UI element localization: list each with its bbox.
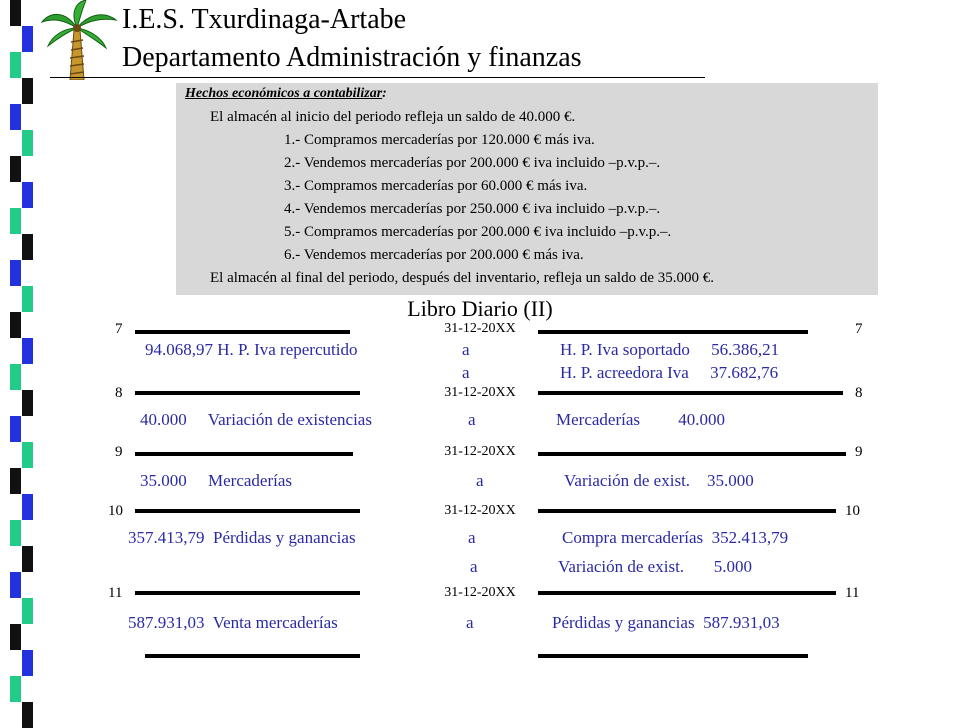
- entry-separator: [135, 509, 360, 513]
- stripe-block: [10, 52, 21, 78]
- stripe-block: [10, 0, 21, 26]
- economic-facts-box: [176, 83, 878, 295]
- stripe-block: [22, 130, 33, 156]
- entry-date: 31-12-20XX: [444, 321, 516, 336]
- entry-date: 31-12-20XX: [444, 385, 516, 400]
- stripe-block: [10, 468, 21, 494]
- entry-date: 31-12-20XX: [444, 585, 516, 600]
- stripe-block: [10, 520, 21, 546]
- entry-date: 31-12-20XX: [444, 503, 516, 518]
- a-connector: a: [462, 340, 470, 359]
- entry-separator: [135, 452, 353, 456]
- stripe-block: [10, 624, 21, 650]
- fact-item: 3.- Compramos mercaderías por 60.000 € más iva.: [284, 178, 588, 194]
- stripe-block: [10, 208, 21, 234]
- credit-line: Variación de exist. 35.000: [564, 471, 754, 490]
- credit-line: Pérdidas y ganancias 587.931,03: [552, 613, 780, 632]
- debit-line: 587.931,03 Venta mercaderías: [128, 613, 338, 632]
- decorative-stripe: [0, 0, 40, 720]
- fact-item: 4.- Vendemos mercaderías por 250.000 € iva incluido –p.v.p.–.: [284, 201, 661, 217]
- entry-separator: [538, 330, 808, 334]
- entry-number-left: 10: [108, 503, 123, 519]
- a-connector: a: [468, 528, 476, 547]
- credit-line: Variación de exist. 5.000: [558, 557, 753, 576]
- a-connector: a: [476, 471, 484, 490]
- entry-number-left: 11: [108, 585, 123, 601]
- debit-line: 40.000 Variación de existencias: [140, 410, 372, 429]
- school-name: I.E.S. Txurdinaga-Artabe: [122, 4, 407, 35]
- entry-number-left: 7: [115, 321, 123, 337]
- stripe-block: [22, 234, 33, 260]
- a-connector: a: [470, 557, 478, 576]
- entry-separator: [135, 391, 360, 395]
- entry-number-left: 9: [115, 444, 123, 460]
- entry-separator: [538, 509, 836, 513]
- credit-line: H. P. acreedora Iva 37.682,76: [560, 363, 779, 382]
- header-divider: [50, 77, 705, 78]
- facts-closing: El almacén al final del periodo, después del inventario, refleja un saldo de 35.000 €.: [210, 270, 715, 286]
- entry-number-right: 8: [855, 385, 863, 401]
- credit-line: Mercaderías 40.000: [556, 410, 726, 429]
- facts-title: Hechos económicos a contabilizar:: [185, 86, 387, 101]
- palm-tree-logo: [40, 0, 120, 80]
- stripe-block: [22, 546, 33, 572]
- stripe-block: [22, 26, 33, 52]
- entry-separator: [145, 654, 360, 658]
- a-connector: a: [462, 363, 470, 382]
- stripe-block: [10, 156, 21, 182]
- entry-separator: [135, 330, 350, 334]
- stripe-block: [22, 598, 33, 624]
- fact-item: 5.- Compramos mercaderías por 200.000 € iva incluido –p.v.p.–.: [284, 224, 672, 240]
- entry-number-right: 11: [845, 585, 860, 601]
- entry-date: 31-12-20XX: [444, 444, 516, 459]
- stripe-block: [10, 416, 21, 442]
- entry-number-right: 10: [845, 503, 860, 519]
- stripe-block: [22, 338, 33, 364]
- stripe-block: [22, 78, 33, 104]
- a-connector: a: [466, 613, 474, 632]
- entry-number-right: 9: [855, 444, 863, 460]
- debit-line: 357.413,79 Pérdidas y ganancias: [128, 528, 356, 547]
- stripe-block: [10, 104, 21, 130]
- entry-separator: [538, 654, 808, 658]
- stripe-block: [22, 182, 33, 208]
- credit-line: Compra mercaderías 352.413,79: [562, 528, 789, 547]
- department-name: Departamento Administración y finanzas: [122, 42, 582, 73]
- fact-item: 6.- Vendemos mercaderías por 200.000 € más iva.: [284, 247, 584, 263]
- stripe-block: [10, 676, 21, 702]
- credit-line: H. P. Iva soportado 56.386,21: [560, 340, 780, 359]
- debit-line: 94.068,97 H. P. Iva repercutido: [145, 340, 358, 359]
- stripe-block: [22, 650, 33, 676]
- debit-line: 35.000 Mercaderías: [140, 471, 293, 490]
- entry-separator: [538, 391, 843, 395]
- a-connector: a: [468, 410, 476, 429]
- facts-intro: El almacén al inicio del periodo refleja un saldo de 40.000 €.: [210, 109, 576, 125]
- entry-number-left: 8: [115, 385, 123, 401]
- entry-separator: [538, 452, 846, 456]
- journal-title: Libro Diario (II): [407, 296, 553, 321]
- entry-separator: [538, 591, 836, 595]
- stripe-block: [10, 260, 21, 286]
- entry-number-right: 7: [855, 321, 863, 337]
- fact-item: 2.- Vendemos mercaderías por 200.000 € iva incluido –p.v.p.–.: [284, 155, 661, 171]
- fact-item: 1.- Compramos mercaderías por 120.000 € más iva.: [284, 132, 595, 148]
- stripe-block: [22, 702, 33, 728]
- entry-separator: [135, 591, 360, 595]
